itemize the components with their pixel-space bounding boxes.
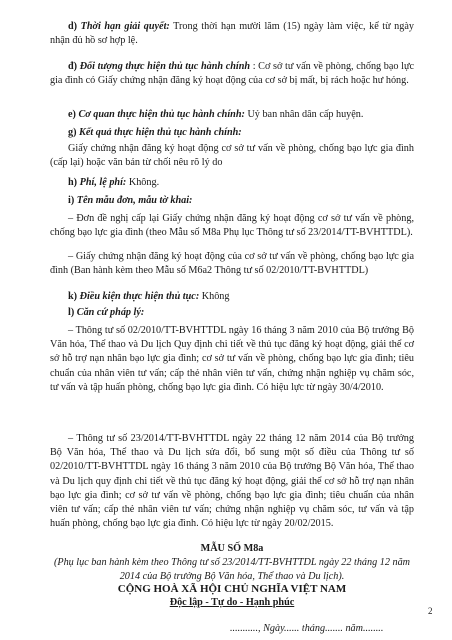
section-dd-text: : Cơ sở tư vấn về phòng, chống bạo lực gia đình có Giấy chứng nhận đăng ký hoạt động của cơ sở bị mất, bị rách hoặc hư hỏng. bbox=[50, 61, 414, 87]
national-title: CỘNG HOÀ XÃ HỘI CHỦ NGHĨA VIỆT NAM bbox=[117, 583, 347, 595]
section-e-label: e) bbox=[68, 109, 76, 120]
section-e bbox=[50, 108, 414, 122]
section-g-heading: Kết quả thực hiện thủ tục hành chính: bbox=[79, 127, 242, 138]
section-d bbox=[50, 20, 414, 48]
national-motto: Độc lập - Tự do - Hạnh phúc bbox=[169, 597, 295, 608]
legal-basis-1: – Thông tư số 02/2010/TT-BVHTTDL ngày 16 tháng 3 năm 2010 của Bộ trưởng Bộ Văn hóa, Thể thao và Du lịch Quy định chi tiết về thủ tục đăng ký hoạt động, giải thể cơ sở hỗ trợ nạn nhân bạo lực gia đình; cơ sở tư vấn về phòng, chống bạo lực gia đình; tiêu chuẩn của nhân viên tư vấn; cấp thẻ nhân viên tư vấn, chứng nhận nghiệp vụ chăm sóc, tư vấn và tập huấn phòng, chống bạo lực gia đình. Có hiệu lực từ ngày 30/4/2010. bbox=[50, 325, 414, 393]
form-item-1: – Đơn đề nghị cấp lại Giấy chứng nhận đăng ký hoạt động cơ sở tư vấn về phòng, chống bạo lực gia đình (theo Mẫu số M8a Phụ lục Thông tư số 23/2014/TT-BVHTTDL). bbox=[50, 213, 414, 239]
section-l bbox=[50, 306, 414, 320]
section-k-text: Không bbox=[201, 291, 230, 302]
section-d-text: Trong thời hạn mười lăm (15) ngày làm việc, kể từ ngày nhận đủ hồ sơ hợp lệ. bbox=[50, 21, 414, 47]
section-k bbox=[50, 290, 414, 304]
section-i-label: i) bbox=[68, 195, 75, 206]
section-h-label: h) bbox=[68, 177, 78, 188]
section-i bbox=[50, 194, 414, 208]
section-i-heading: Tên mẫu đơn, mẫu tờ khai: bbox=[76, 195, 193, 206]
section-dd bbox=[50, 60, 414, 88]
legal-basis-2: – Thông tư số 23/2014/TT-BVHTTDL ngày 22 tháng 12 năm 2014 của Bộ trưởng Bộ Văn hóa, Thể thao và Du lịch sửa đổi, bổ sung một số điều của Thông tư số 02/2010/TT-BVHTTDL ngày 16 tháng 3 năm 2010 của Bộ trưởng Bộ Văn hóa, Thể thao và Du lịch quy định chi tiết về thủ tục đăng ký hoạt động, giải thể cơ sở hỗ trợ nạn nhân bạo lực gia đình; cơ sở tư vấn về phòng, chống bạo lực gia đình; tiêu chuẩn của nhân viên tư vấn; cấp thẻ nhân viên tư vấn; chứng nhận nghiệp vụ chăm sóc, tư vấn và tập huấn phòng, chống bạo lực gia đình. Có hiệu lực từ ngày 20/02/2015. bbox=[50, 433, 414, 530]
section-dd-heading: Đối tượng thực hiện thủ tục hành chính bbox=[79, 61, 251, 72]
section-h bbox=[50, 176, 414, 190]
section-h-text: Không. bbox=[128, 177, 160, 188]
section-k-label: k) bbox=[68, 291, 78, 302]
section-h-heading: Phí, lệ phí: bbox=[79, 177, 127, 188]
section-dd-label: đ) bbox=[68, 61, 78, 72]
section-l-label: l) bbox=[68, 307, 75, 318]
form-code: MẪU SỐ M8a bbox=[200, 543, 264, 554]
section-e-text: Uỷ ban nhân dân cấp huyện. bbox=[247, 109, 364, 120]
section-k-heading: Điều kiện thực hiện thủ tục: bbox=[79, 291, 200, 302]
date-line: ..........., Ngày...... tháng....... năm........ bbox=[230, 623, 384, 634]
section-g-label: g) bbox=[68, 127, 77, 138]
section-g bbox=[50, 126, 414, 140]
section-d-heading: Thời hạn giải quyết: bbox=[80, 21, 170, 32]
section-e-heading: Cơ quan thực hiện thủ tục hành chính: bbox=[78, 109, 245, 120]
form-note: (Phụ lục ban hành kèm theo Thông tư số 23/2014/TT-BVHTTDL ngày 22 tháng 12 năm 2014 của Bộ trưởng Bộ Văn hóa, Thể thao và Du lịch). bbox=[53, 557, 411, 583]
section-d-label: d) bbox=[68, 21, 78, 32]
form-item-2: – Giấy chứng nhận đăng ký hoạt động của cơ sở tư vấn về phòng, chống bạo lực gia đình (Ban hành kèm theo Mẫu số M6a2 Thông tư số 02/2010/TT-BVHTTDL) bbox=[50, 251, 414, 277]
page-number: 2 bbox=[428, 606, 433, 616]
section-g-text: Giấy chứng nhận đăng ký hoạt động cơ sở tư vấn về phòng, chống bạo lực gia đình (cấp lại) hoặc văn bản từ chối nêu rõ lý do bbox=[50, 143, 414, 169]
section-l-heading: Căn cứ pháp lý: bbox=[76, 307, 145, 318]
